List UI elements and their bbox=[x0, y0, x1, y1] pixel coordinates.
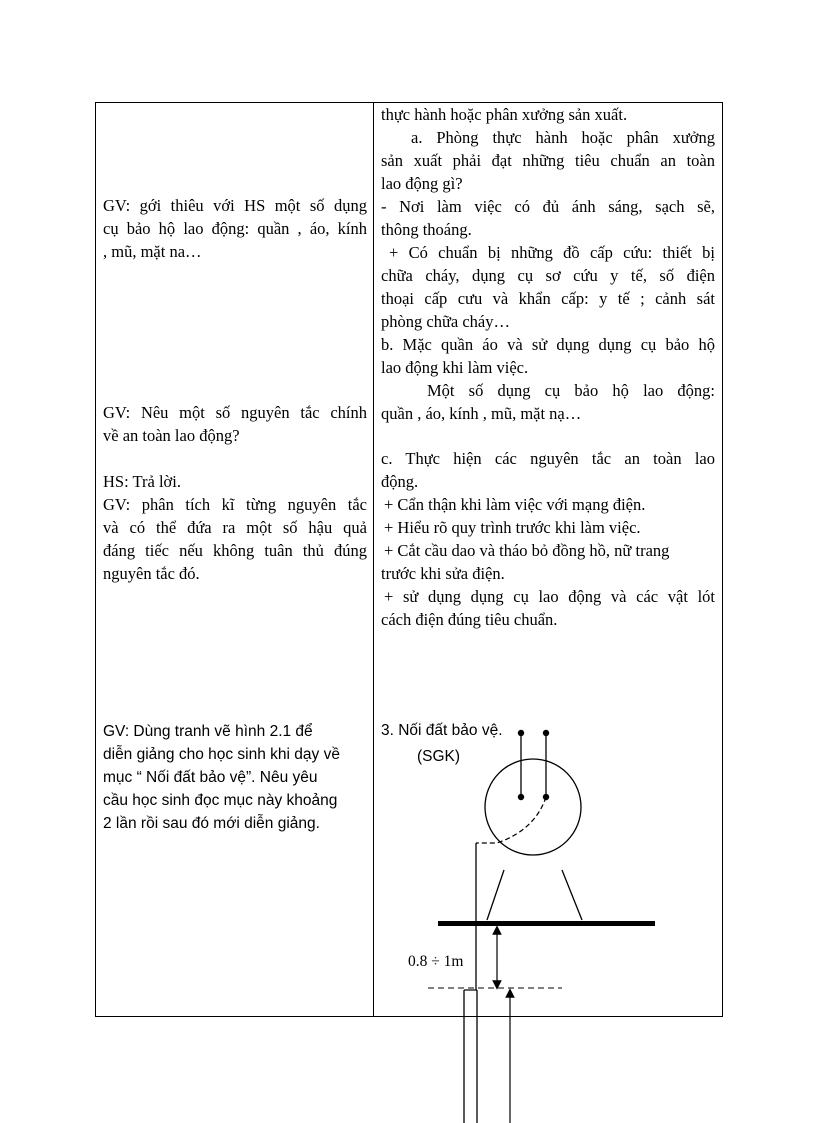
right-line-05: - Nơi làm việc có đủ ánh sáng, sạch sẽ, bbox=[381, 197, 715, 216]
motor-housing bbox=[485, 759, 581, 855]
right-line-12: lao động khi làm việc. bbox=[381, 358, 529, 377]
right-line-14: quần , áo, kính , mũ, mặt nạ… bbox=[381, 404, 582, 423]
terminal-inner-left bbox=[518, 794, 524, 800]
gv-analysis-line-4: nguyên tắc đó. bbox=[103, 564, 200, 583]
right-line-11: b. Mặc quần áo và sử dụng dụng cụ bảo hộ bbox=[381, 335, 715, 354]
right-line-10: phòng chữa cháy… bbox=[381, 312, 510, 331]
right-line-18: + Hiểu rõ quy trình trước khi làm việc. bbox=[384, 518, 641, 537]
depth-label: 0.8 ÷ 1m bbox=[408, 953, 464, 970]
right-line-17: + Cẩn thận khi làm việc với mạng điện. bbox=[384, 495, 646, 514]
gv-analysis-line-3: đáng tiếc nếu không tuân thủ đúng bbox=[103, 541, 367, 560]
gv-figure-line-3: mục “ Nối đất bảo vệ”. Nêu yêu bbox=[103, 769, 318, 786]
right-line-04: lao động gì? bbox=[381, 174, 463, 193]
gv-intro-line-2: cụ bảo hộ lao động: quần , áo, kính bbox=[103, 219, 367, 238]
gv-figure-line-4: cầu học sinh đọc mục này khoảng bbox=[103, 792, 338, 809]
leg-right bbox=[562, 870, 582, 920]
gv-intro-line-3: , mũ, mặt na… bbox=[103, 242, 202, 261]
section-3-title: 3. Nối đất bảo vệ. bbox=[381, 722, 503, 739]
right-line-22: cách điện đúng tiêu chuẩn. bbox=[381, 610, 558, 629]
gv-figure-line-2: diễn giảng cho học sinh khi dạy về bbox=[103, 746, 340, 763]
right-line-20: trước khi sửa điện. bbox=[381, 564, 505, 583]
right-line-21: + sử dụng dụng cụ lao động và các vật lót bbox=[384, 587, 715, 606]
right-line-03: sản xuất phải đạt những tiêu chuẩn an toàn bbox=[381, 151, 715, 170]
right-line-09: thoại cấp cưu và khẩn cấp: y tế ; cảnh sát bbox=[381, 289, 715, 308]
gv-analysis-line-2: và có thể đứa ra một số hậu quả bbox=[103, 518, 367, 537]
gv-intro-line-1: GV: gới thiêu với HS một số dụng bbox=[103, 196, 367, 215]
gv-question-line-1: GV: Nêu một số nguyên tắc chính bbox=[103, 403, 367, 422]
gv-figure-line-1: GV: Dùng tranh vẽ hình 2.1 để bbox=[103, 723, 313, 740]
leg-left bbox=[487, 870, 504, 920]
right-line-15: c. Thực hiện các nguyên tắc an toàn lao bbox=[381, 449, 715, 468]
right-line-13: Một số dụng cụ bảo hộ lao động: bbox=[427, 381, 715, 400]
right-line-01: thực hành hoặc phân xưởng sản xuất. bbox=[381, 105, 628, 124]
terminal-top-right bbox=[543, 730, 549, 736]
gv-analysis-line-1: GV: phân tích kĩ từng nguyên tắc bbox=[103, 495, 367, 514]
right-line-07: + Có chuẩn bị những đồ cấp cứu: thiết bị bbox=[389, 243, 715, 262]
right-line-08: chữa cháy, dụng cụ sơ cứu y tế, số điện bbox=[381, 266, 715, 285]
hs-answer: HS: Trả lời. bbox=[103, 472, 181, 491]
floor-slab bbox=[438, 921, 655, 926]
section-3-ref: (SGK) bbox=[417, 748, 461, 765]
terminal-top-left bbox=[518, 730, 524, 736]
right-line-02: a. Phòng thực hành hoặc phân xưởng bbox=[411, 128, 715, 147]
gv-question-line-2: về an toàn lao động? bbox=[103, 426, 240, 445]
gv-figure-line-5: 2 lần rồi sau đó mới diễn giảng. bbox=[103, 815, 320, 832]
right-line-19: + Cắt cầu dao và tháo bỏ đồng hồ, nữ trang bbox=[384, 541, 670, 560]
right-line-06: thông thoáng. bbox=[381, 220, 472, 239]
right-line-16: động. bbox=[381, 472, 419, 491]
